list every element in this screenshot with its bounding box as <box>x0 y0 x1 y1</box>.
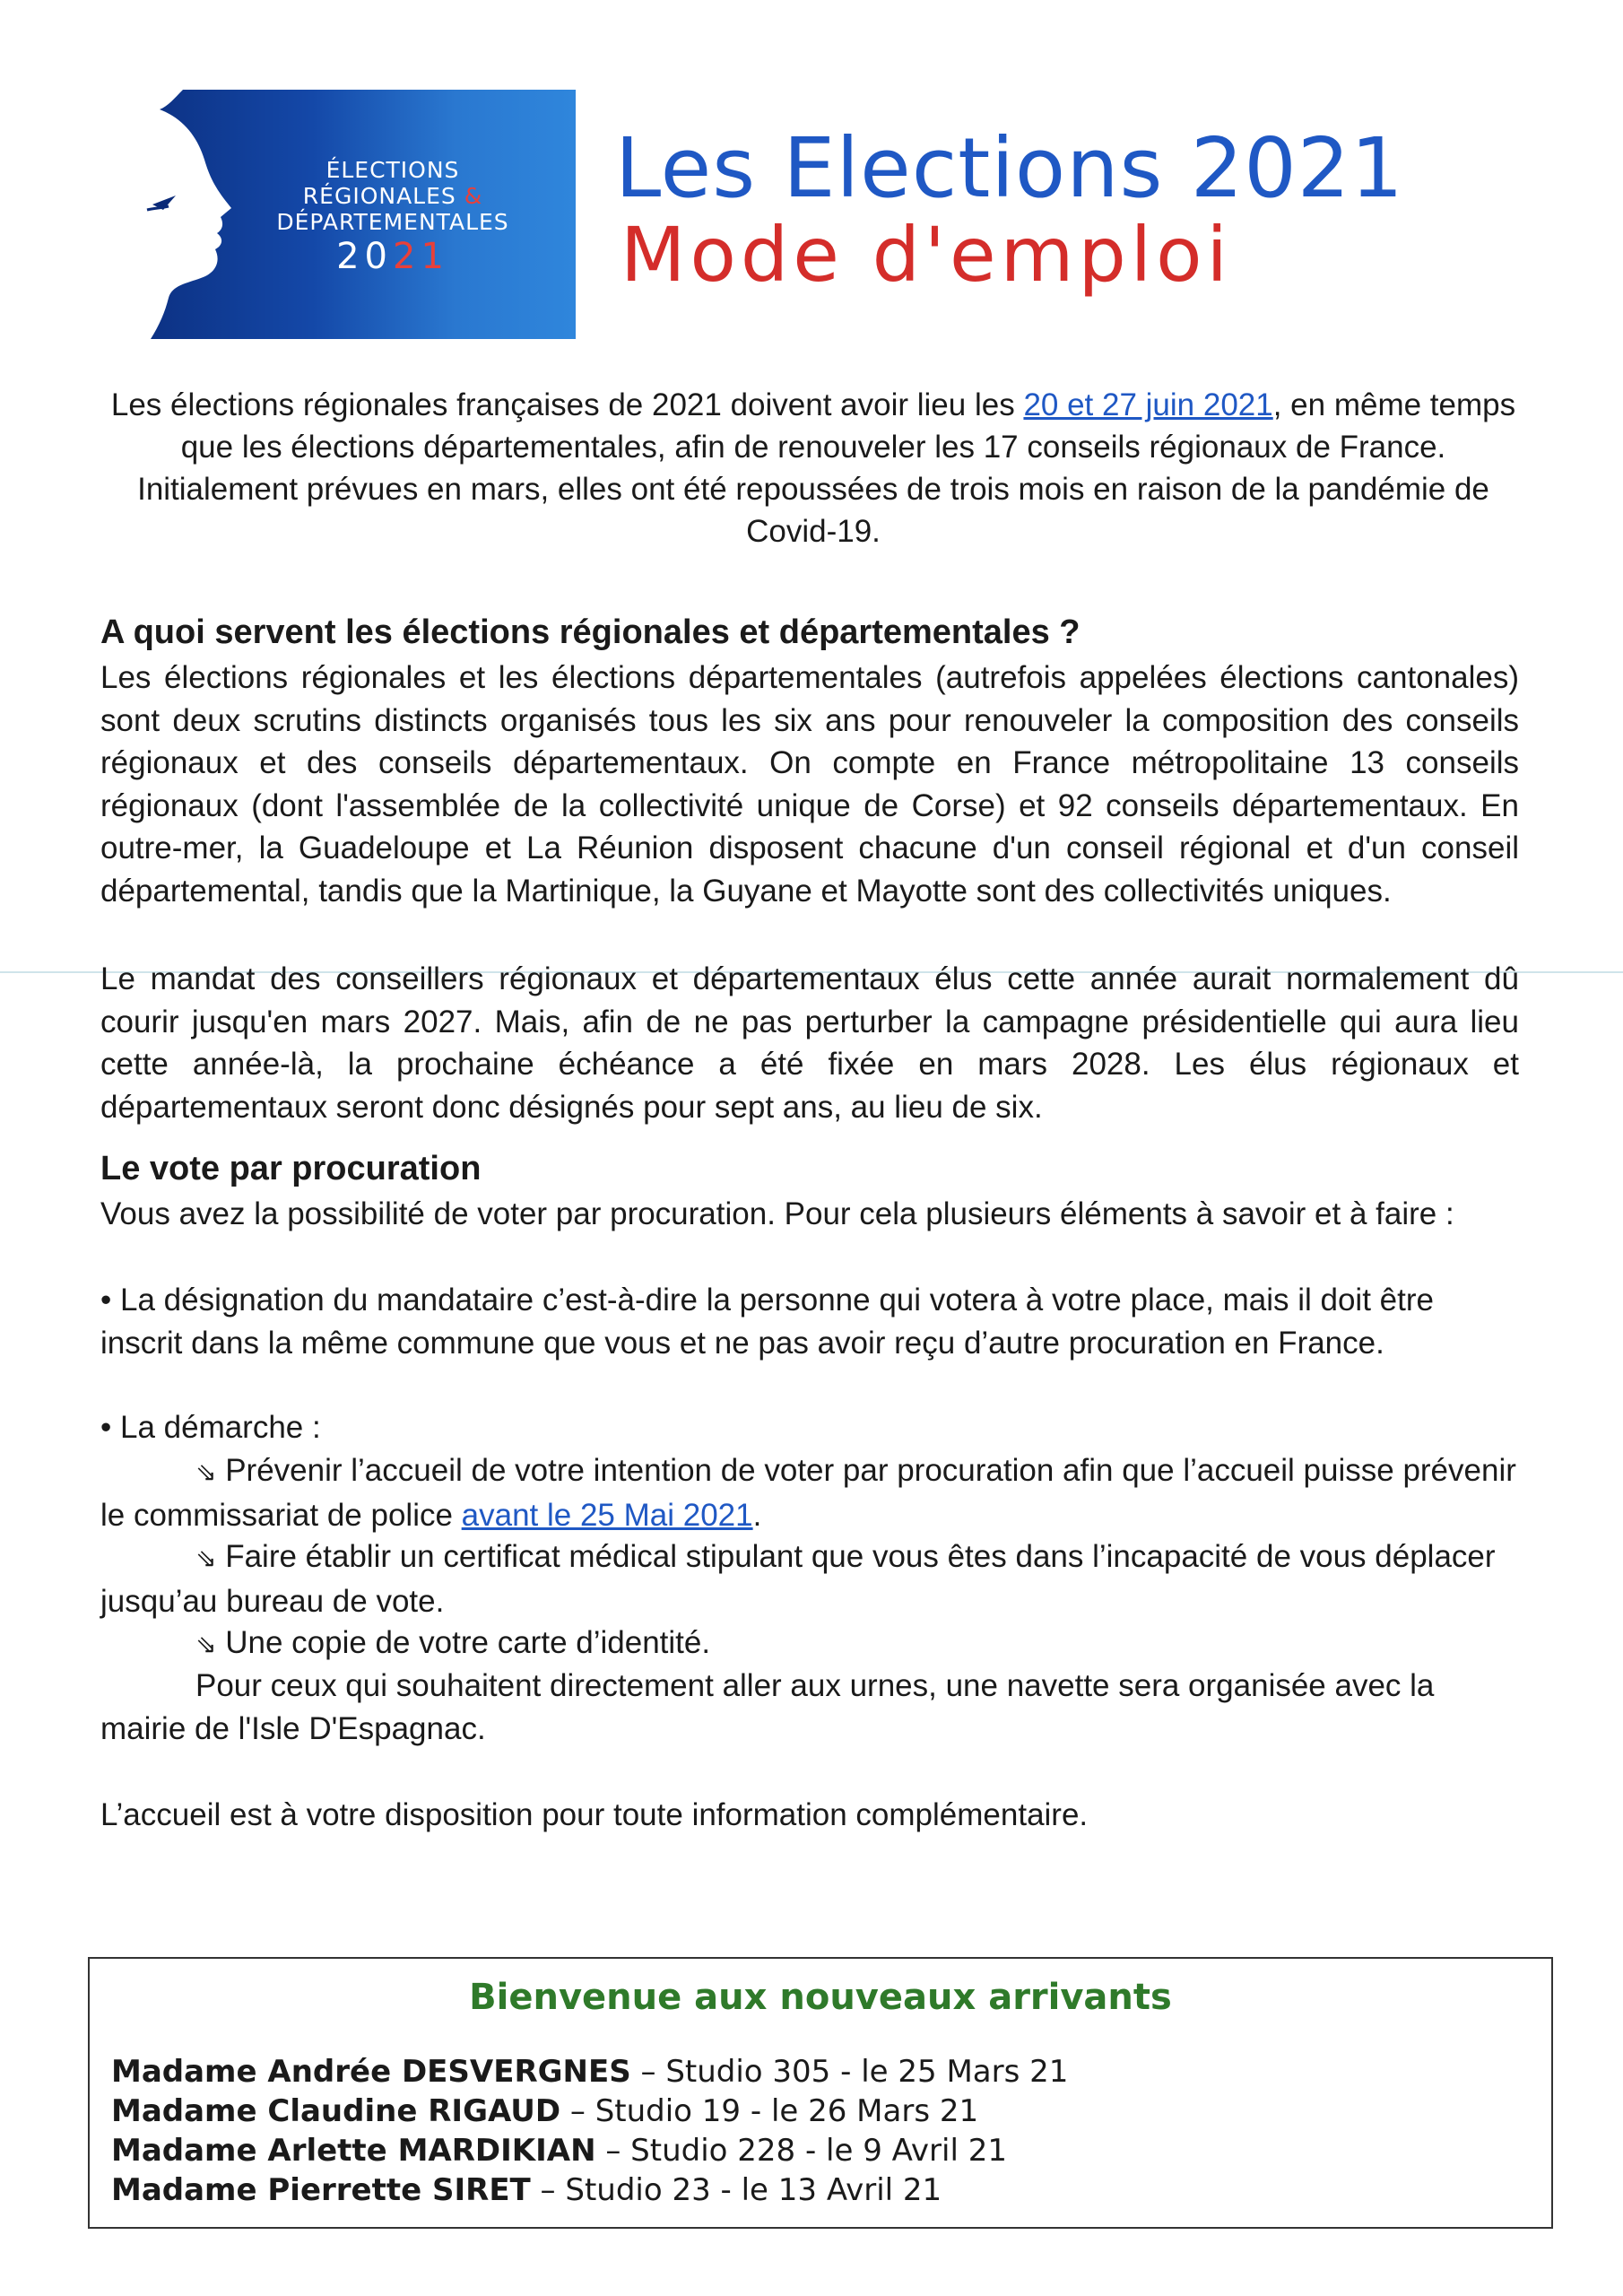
proxy-step-3: ⇘ Une copie de votre carte d’identité. <box>195 1625 711 1660</box>
list-item: Madame Claudine RIGAUD – Studio 19 - le 26 Mars 21 <box>111 2093 979 2129</box>
elections-logo <box>97 90 576 339</box>
purpose-paragraph-2: Le mandat des conseillers régionaux et départementaux élus cette année aurait normalement dû courir jusqu'en mars 2027. Mais, afin de ne pas perturber la campagne présidentielle qui aura lieu cette année-là, la prochaine échéance a été fixée en mars 2028. Les élus régionaux et départementaux seront donc désignés pour sept ans, au lieu de six. <box>100 961 1519 1125</box>
shuttle-paragraph: Pour ceux qui souhaitent directement aller aux urnes, une navette sera organisée avec la mairie de l'Isle D'Espagnac. <box>100 1668 1435 1746</box>
purpose-paragraph-1: Les élections régionales et les élections départementales (autrefois appelées élections cantonales) sont deux scrutins distincts organisés tous les six ans pour renouveler la composition des conseils régionaux et des conseils départementaux. On compte en France métropolitaine 13 conseils régionaux (dont l'assemblée de la collectivité unique de Corse) et 92 conseils départementaux. En outre-mer, la Guadeloupe et La Réunion disposent chacune d'un conseil régional et d'un conseil départemental, tandis que la Martinique, la Guyane et Mayotte sont des collectivités uniques. <box>100 660 1519 909</box>
arrow-icon: ⇘ <box>195 1457 217 1487</box>
logo-line-3: DÉPARTEMENTALES <box>276 209 509 235</box>
arrivals-list <box>111 2052 1068 2210</box>
election-dates-link[interactable]: 20 et 27 juin 2021 <box>1023 387 1273 422</box>
list-item: Madame Andrée DESVERGNES – Studio 305 - le 25 Mars 21 <box>111 2054 1069 2090</box>
proxy-step-1: ⇘ Prévenir l’accueil de votre intention de voter par procuration afin que l’accueil puisse prévenir le commissariat de police avant le 25 Mai 2021. <box>100 1453 1516 1533</box>
section-heading-proxy: Le vote par procuration <box>100 1150 482 1187</box>
logo-text <box>240 157 545 278</box>
section-heading-purpose: A quoi servent les élections régionales et départementales ? <box>100 613 1081 651</box>
list-item: Madame Pierrette SIRET – Studio 23 - le 13 Avril 21 <box>111 2172 942 2208</box>
logo-line-1: ÉLECTIONS <box>325 157 460 183</box>
page-title: Les Elections 2021 <box>615 120 1404 216</box>
welcome-title: Bienvenue aux nouveaux arrivants <box>469 1977 1172 2018</box>
list-item: Madame Arlette MARDIKIAN – Studio 228 - le 9 Avril 21 <box>111 2133 1007 2169</box>
intro-paragraph: Les élections régionales françaises de 2021 doivent avoir lieu les 20 et 27 juin 2021, en même temps que les élections départementales, afin de renouveler les 17 conseils régionaux de France. Initialement prévues en mars, elles ont été repoussées de trois mois en raison de la pandémie de Covid-19. <box>110 387 1516 549</box>
proxy-bullet-2: • La démarche : <box>100 1410 321 1445</box>
welcome-box <box>88 1957 1553 2229</box>
arrow-icon: ⇘ <box>195 1630 217 1659</box>
deadline-link[interactable]: avant le 25 Mai 2021 <box>461 1497 753 1533</box>
arrow-icon: ⇘ <box>195 1544 217 1573</box>
proxy-intro: Vous avez la possibilité de voter par procuration. Pour cela plusieurs éléments à savoir et à faire : <box>100 1196 1454 1231</box>
logo-year: 2021 <box>336 236 449 277</box>
closing-paragraph: L’accueil est à votre disposition pour toute information complémentaire. <box>100 1797 1089 1832</box>
logo-line-2: RÉGIONALES & <box>302 183 483 209</box>
proxy-step-2: ⇘ Faire établir un certificat médical stipulant que vous êtes dans l’incapacité de vous déplacer jusqu’au bureau de vote. <box>100 1539 1496 1619</box>
proxy-bullet-1: • La désignation du mandataire c’est-à-dire la personne qui votera à votre place, mais il doit être inscrit dans la même commune que vous et ne pas avoir reçu d’autre procuration en France. <box>100 1283 1434 1361</box>
page-subtitle: Mode d'emploi <box>621 211 1232 299</box>
